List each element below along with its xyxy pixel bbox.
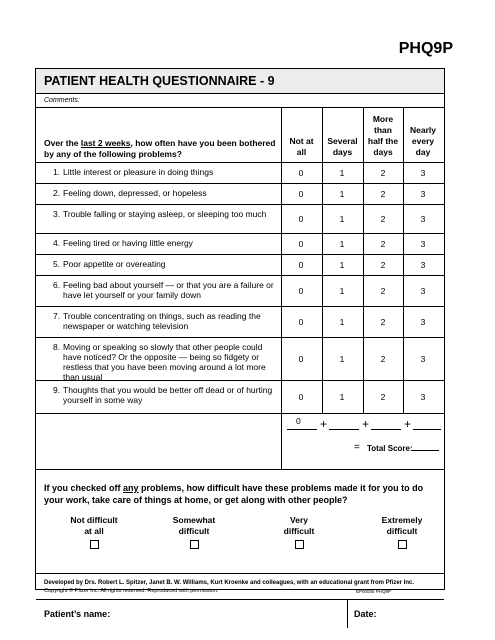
- checkbox[interactable]: [398, 540, 407, 549]
- score-value[interactable]: 1: [339, 392, 345, 402]
- developer-credit: Developed by Drs. Robert L. Spitzer, Janet B. W. Williams, Kurt Kroenke and colleagues, with an educational grant from Pfizer Inc.: [44, 580, 415, 586]
- question-text: Feeling bad about yourself — or that you are a failure or have let yourself or your family down: [63, 280, 274, 300]
- question-number: 6.: [53, 280, 61, 290]
- question-header: [44, 138, 284, 160]
- score-value[interactable]: 1: [339, 317, 345, 327]
- column-divider: [281, 414, 282, 469]
- checkbox[interactable]: [295, 540, 304, 549]
- score-value[interactable]: 1: [339, 189, 345, 199]
- score-value[interactable]: 0: [298, 286, 304, 296]
- column-header-line: than: [374, 125, 392, 135]
- score-value[interactable]: 2: [380, 168, 386, 178]
- question-header-emphasis: last 2 weeks: [80, 138, 131, 148]
- subtotal-blank: [371, 429, 401, 430]
- question-text: Feeling down, depressed, or hopeless: [63, 188, 207, 198]
- score-value[interactable]: 3: [420, 286, 426, 296]
- difficulty-question-emphasis: any: [123, 483, 139, 493]
- score-value[interactable]: 2: [380, 392, 386, 402]
- score-value[interactable]: 3: [420, 168, 426, 178]
- form-title: PATIENT HEALTH QUESTIONNAIRE - 9: [36, 69, 444, 94]
- option-label-line: Not difficult: [70, 515, 118, 525]
- option-label-line: Very: [290, 515, 308, 525]
- score-value[interactable]: 3: [420, 392, 426, 402]
- score-value[interactable]: 1: [339, 214, 345, 224]
- subtotal-blank: [287, 429, 317, 430]
- checkbox[interactable]: [190, 540, 199, 549]
- score-value[interactable]: 0: [298, 239, 304, 249]
- column-header-line: More: [372, 114, 394, 124]
- score-value[interactable]: 2: [380, 239, 386, 249]
- score-value[interactable]: 3: [420, 354, 426, 364]
- question-row: [36, 163, 444, 184]
- form-code: PHQ9P: [398, 40, 453, 57]
- score-value[interactable]: 0: [298, 354, 304, 364]
- total-score-label: Total Score:: [367, 444, 413, 453]
- question-text: Poor appetite or overeating: [63, 259, 166, 269]
- option-label-line: Somewhat: [172, 515, 216, 525]
- option-label-line: Extremely: [381, 515, 423, 525]
- question-text: Trouble concentrating on things, such as reading the newspaper or watching television: [63, 311, 261, 331]
- total-score-blank: [411, 450, 439, 451]
- column-header-line: days: [373, 147, 393, 157]
- score-value[interactable]: 0: [298, 189, 304, 199]
- column-header-line: all: [296, 147, 307, 157]
- question-text: Little interest or pleasure in doing things: [63, 167, 214, 177]
- score-value[interactable]: 0: [298, 260, 304, 270]
- question-row: [36, 184, 444, 205]
- option-label-line: difficult: [283, 526, 315, 536]
- column-divider: [347, 600, 348, 628]
- question-number: 8.: [53, 342, 61, 352]
- column-header-line: days: [332, 147, 353, 157]
- question-row: [36, 255, 444, 276]
- question-number: 4.: [53, 238, 61, 248]
- question-number: 2.: [53, 188, 61, 198]
- difficulty-option-very[interactable]: [259, 515, 339, 549]
- score-value[interactable]: 3: [420, 214, 426, 224]
- difficulty-question-prefix: If you checked off: [44, 483, 124, 493]
- score-value[interactable]: 0: [298, 168, 304, 178]
- reference-code: EP00005 PHQ9P: [356, 589, 392, 594]
- question-header-row: [36, 108, 444, 163]
- score-value[interactable]: 3: [420, 317, 426, 327]
- difficulty-option-not-difficult[interactable]: [54, 515, 134, 549]
- question-text: Moving or speaking so slowly that other people could have noticed? Or the opposite — being so fidgety or restless that you have been moving around a lot more than usual: [63, 342, 266, 382]
- score-value[interactable]: 1: [339, 168, 345, 178]
- question-number: 1.: [53, 167, 61, 177]
- column-header-nearly-every-day: [403, 125, 443, 158]
- column-header-line: Several: [327, 136, 358, 146]
- totals-row: [36, 414, 444, 470]
- difficulty-question-suffix: problems, how difficult have these problems made it for you to do your work, take care of things at home, or get along with other people?: [44, 483, 424, 505]
- score-value[interactable]: 2: [380, 260, 386, 270]
- footer: [36, 574, 444, 600]
- option-label-line: difficult: [178, 526, 210, 536]
- score-value[interactable]: 0: [298, 392, 304, 402]
- score-value[interactable]: 3: [420, 189, 426, 199]
- question-row: [36, 381, 444, 414]
- option-label-line: at all: [84, 526, 104, 536]
- question-items: [36, 163, 444, 414]
- score-value[interactable]: 1: [339, 239, 345, 249]
- questionnaire-form: [35, 68, 445, 619]
- option-label-line: difficult: [386, 526, 418, 536]
- question-number: 7.: [53, 311, 61, 321]
- column-header-line: Nearly: [410, 125, 436, 135]
- column-header-line: Not at: [289, 136, 314, 146]
- score-value[interactable]: 2: [380, 354, 386, 364]
- question-row: [36, 338, 444, 381]
- copyright-notice: Copyright ® Pfizer Inc. All rights reserved. Reproduced with permission.: [44, 588, 219, 594]
- score-value[interactable]: 2: [380, 189, 386, 199]
- difficulty-option-somewhat[interactable]: [154, 515, 234, 549]
- score-value[interactable]: 2: [380, 317, 386, 327]
- question-number: 9.: [53, 385, 61, 395]
- subtotal-blank: [413, 429, 441, 430]
- plus-sign: +: [362, 417, 370, 431]
- plus-sign: +: [404, 417, 412, 431]
- column-header-several-days: [322, 136, 363, 158]
- score-value[interactable]: 0: [298, 317, 304, 327]
- not-at-all-total: 0: [296, 416, 301, 426]
- question-text: Thoughts that you would be better off dead or of hurting yourself in some way: [63, 385, 273, 405]
- difficulty-option-extremely[interactable]: [362, 515, 442, 549]
- question-number: 5.: [53, 259, 61, 269]
- subtotal-blank: [329, 429, 359, 430]
- score-value[interactable]: 3: [420, 239, 426, 249]
- column-header-not-at-all: [281, 136, 322, 158]
- score-value[interactable]: 1: [339, 354, 345, 364]
- column-header-line: day: [415, 147, 431, 157]
- question-row: [36, 276, 444, 307]
- patient-name-label: Patient’s name:: [44, 609, 111, 619]
- score-value[interactable]: 1: [339, 286, 345, 296]
- column-header-line: every: [411, 136, 435, 146]
- date-label: Date:: [354, 609, 377, 619]
- question-number: 3.: [53, 209, 61, 219]
- score-value[interactable]: 2: [380, 214, 386, 224]
- column-header-line: half the: [367, 136, 399, 146]
- question-header-suffix: , how often have you been bothered by any of the following problems?: [44, 138, 276, 159]
- question-text: Trouble falling or staying asleep, or sleeping too much: [63, 209, 267, 219]
- comments-label: Comments:: [36, 94, 444, 108]
- patient-info-row: [36, 600, 444, 628]
- checkbox[interactable]: [90, 540, 99, 549]
- question-row: [36, 234, 444, 255]
- equals-sign: =: [354, 442, 360, 453]
- question-text: Feeling tired or having little energy: [63, 238, 193, 248]
- score-value[interactable]: 3: [420, 260, 426, 270]
- score-value[interactable]: 2: [380, 286, 386, 296]
- column-header-more-than-half: [363, 114, 403, 158]
- difficulty-question: [44, 482, 439, 506]
- score-value[interactable]: 1: [339, 260, 345, 270]
- score-value[interactable]: 0: [298, 214, 304, 224]
- question-header-prefix: Over the: [44, 138, 81, 148]
- plus-sign: +: [320, 417, 328, 431]
- question-row: [36, 205, 444, 234]
- question-row: [36, 307, 444, 338]
- difficulty-section: [36, 470, 444, 574]
